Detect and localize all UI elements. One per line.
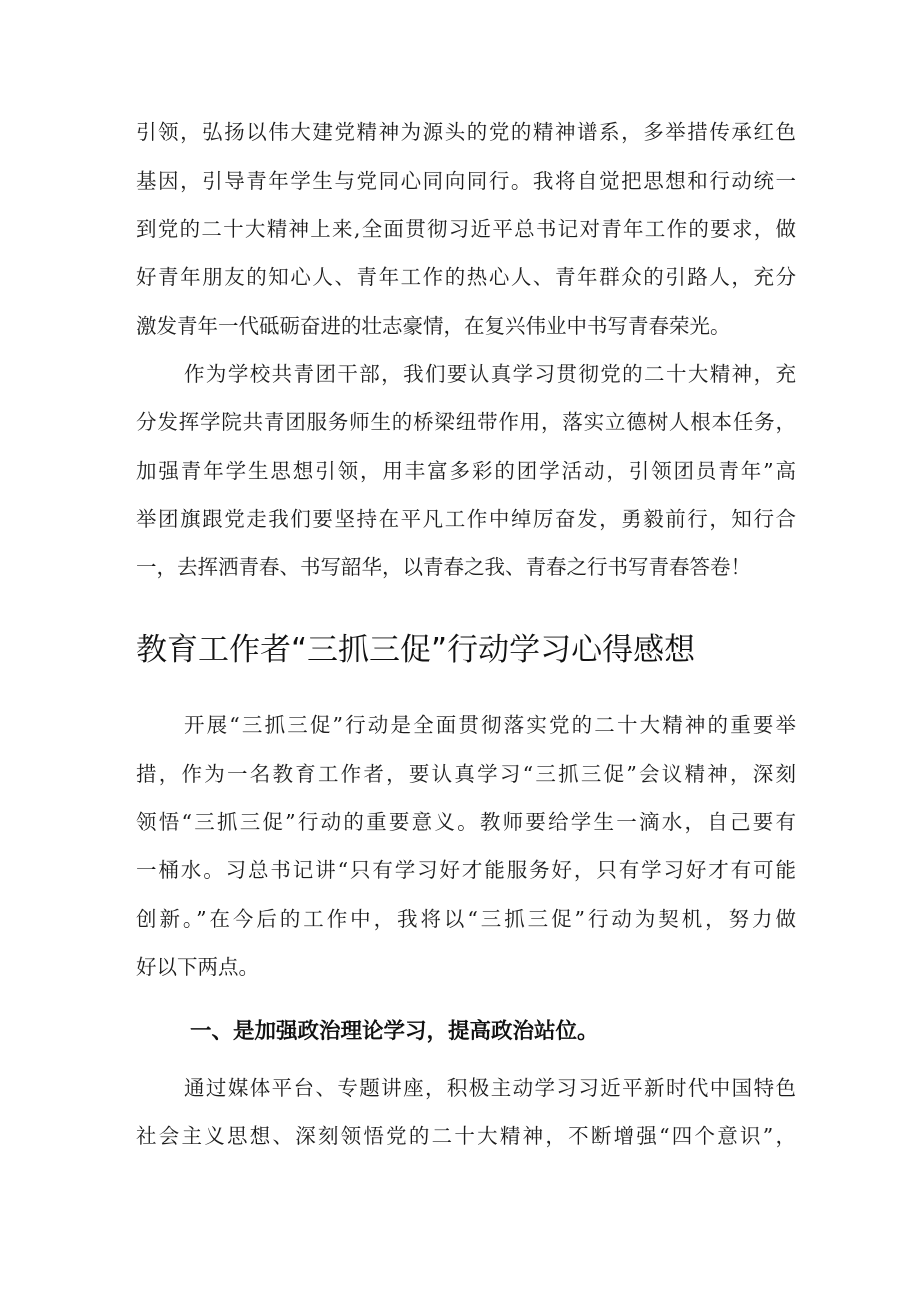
text-line: 社会主义思想、深刻领悟党的二十大精神，不断增强“四个意识”， [136,1124,796,1148]
text-line: 到党的二十大精神上来,全面贯彻习近平总书记对青年工作的要求，做 [136,217,796,241]
text-line: 引领，弘扬以伟大建党精神为源头的党的精神谱系，多举措传承红色 [136,120,796,144]
article-title: 教育工作者“三抓三促”行动学习心得感想 [136,632,696,668]
text-line: 领悟“三抓三促”行动的重要意义。教师要给学生一滴水，自己要有 [136,810,796,834]
text-line: 创新。”在今后的工作中，我将以“三抓三促”行动为契机，努力做 [136,907,796,931]
text-line: 加强青年学生思想引领，用丰富多彩的团学活动，引领团员青年”高 [136,459,796,483]
text-line: 开展“三抓三促”行动是全面贯彻落实党的二十大精神的重要举 [184,713,796,737]
text-line: 一桶水。习总书记讲“只有学习好才能服务好，只有学习好才有可能 [136,858,796,882]
text-line: 好青年朋友的知心人、青年工作的热心人、青年群众的引路人，充分 [136,265,796,289]
text-line: 一，去挥洒青春、书写韶华，以青春之我、青春之行书写青春答卷！ [136,555,751,579]
text-line: 分发挥学院共青团服务师生的桥梁纽带作用，落实立德树人根本任务， [136,410,796,434]
text-line: 通过媒体平台、专题讲座，积极主动学习习近平新时代中国特色 [184,1076,796,1100]
text-line: 措，作为一名教育工作者，要认真学习“三抓三促”会议精神，深刻 [136,762,796,786]
section-heading: 一、是加强政治理论学习，提高政治站位。 [190,1019,599,1044]
text-line: 好以下两点。 [136,955,259,979]
text-line: 基因，引导青年学生与党同心同向同行。我将自觉把思想和行动统一 [136,169,796,193]
text-line: 举团旗跟党走我们要坚持在平凡工作中绰厉奋发，勇毅前行，知行合 [136,507,796,531]
text-line: 作为学校共青团干部，我们要认真学习贯彻党的二十大精神，充 [184,362,796,386]
text-line: 激发青年一代砥砺奋进的壮志豪情，在复兴伟业中书写青春荣光。 [136,314,731,338]
